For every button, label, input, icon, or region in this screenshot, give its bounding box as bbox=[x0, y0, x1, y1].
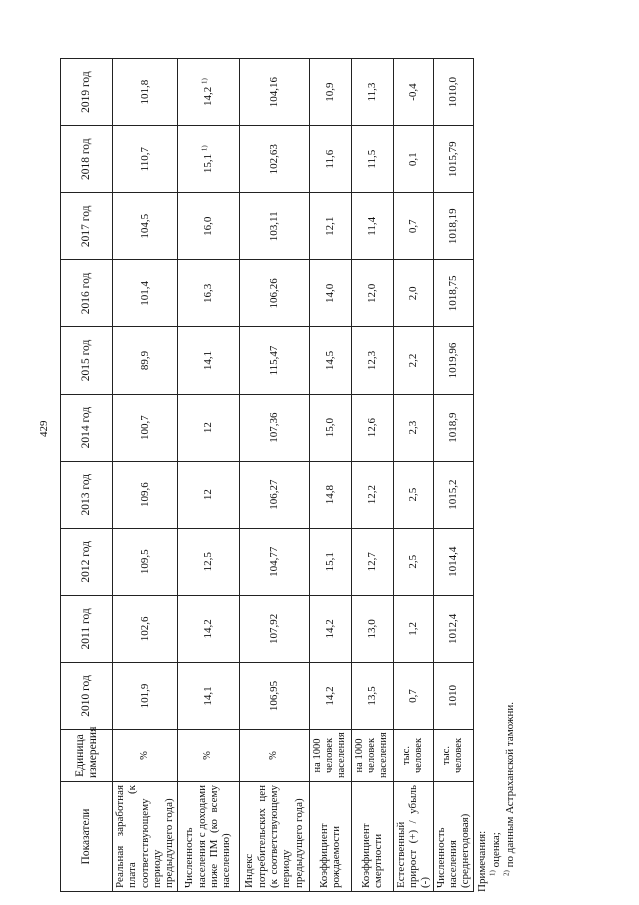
cell-value: 12,6 bbox=[365, 417, 378, 438]
cell-value: 12,5 bbox=[201, 552, 214, 572]
row-indicator: Реальная заработная плата (к соответствующему периоду предыдущего года) bbox=[113, 782, 178, 892]
value-cell bbox=[177, 528, 239, 595]
row-indicator: Коэффициент смертности bbox=[351, 782, 393, 892]
cell-value: 106,27 bbox=[267, 479, 280, 510]
value-cell bbox=[351, 193, 393, 260]
cell-value: 1012,4 bbox=[446, 613, 459, 644]
value-cell bbox=[433, 327, 473, 394]
value-cell bbox=[351, 59, 393, 126]
cell-value: 104,77 bbox=[267, 546, 280, 577]
value-cell bbox=[113, 59, 178, 126]
row-unit: на 1000 человек населения bbox=[351, 730, 393, 782]
value-cell bbox=[433, 193, 473, 260]
value-cell bbox=[177, 394, 239, 461]
cell-value: 0,1 bbox=[406, 152, 419, 167]
cell-value: 15,1 bbox=[323, 552, 336, 572]
value-cell bbox=[393, 260, 433, 327]
value-cell bbox=[351, 327, 393, 394]
cell-value: 2,0 bbox=[406, 286, 419, 301]
cell-value: 13,0 bbox=[365, 619, 378, 639]
header-year: 2017 год bbox=[61, 193, 113, 260]
row-indicator: Естественный прирост (+) / убыль (-) bbox=[393, 782, 433, 892]
value-cell bbox=[239, 595, 309, 662]
cell-value: 89,9 bbox=[138, 350, 151, 371]
cell-value: 0,7 bbox=[406, 689, 419, 703]
value-cell bbox=[309, 126, 351, 193]
value-cell bbox=[433, 662, 473, 729]
cell-value: 102,6 bbox=[138, 616, 151, 642]
value-cell bbox=[433, 394, 473, 461]
cell-value: 14,2 bbox=[323, 619, 336, 639]
value-cell bbox=[393, 595, 433, 662]
note-mark: 1) bbox=[488, 870, 497, 876]
cell-value: 109,6 bbox=[138, 482, 151, 508]
cell-value: 0,7 bbox=[406, 219, 419, 234]
cell-value: 101,8 bbox=[138, 79, 151, 105]
header-year: 2010 год bbox=[61, 662, 113, 729]
cell-value: 15,0 bbox=[323, 417, 336, 438]
value-cell bbox=[309, 595, 351, 662]
row-indicator: Коэффициент рождаемости bbox=[309, 782, 351, 892]
value-cell bbox=[309, 260, 351, 327]
header-year: 2019 год bbox=[61, 59, 113, 126]
header-indicator: Показатели bbox=[61, 782, 113, 892]
value-cell bbox=[309, 662, 351, 729]
row-unit: % bbox=[177, 730, 239, 782]
value-cell bbox=[113, 662, 178, 729]
cell-value: 1015,79 bbox=[446, 141, 459, 178]
cell-value: 14,2 bbox=[201, 86, 214, 106]
cell-value: 1,2 bbox=[406, 621, 419, 636]
cell-value: 16,0 bbox=[201, 216, 214, 236]
table-row bbox=[239, 59, 309, 892]
cell-value: 115,47 bbox=[267, 345, 280, 376]
value-cell bbox=[433, 461, 473, 528]
row-indicator: Численность населения (среднегодовая) bbox=[433, 782, 473, 892]
row-unit: на 1000 человек населения bbox=[309, 730, 351, 782]
table-row bbox=[113, 59, 178, 892]
statistics-table bbox=[60, 58, 474, 892]
cell-value: 1010,0 bbox=[446, 76, 459, 108]
cell-value: 11,5 bbox=[365, 149, 378, 169]
notes bbox=[476, 702, 517, 892]
value-cell bbox=[113, 595, 178, 662]
row-unit: тыс. человек bbox=[393, 730, 433, 782]
cell-value: 12,2 bbox=[365, 485, 378, 505]
footnote-mark: 1) bbox=[200, 78, 209, 84]
note-mark: 2) bbox=[501, 870, 510, 876]
cell-value: 14,2 bbox=[323, 686, 336, 706]
cell-value: 109,5 bbox=[138, 549, 151, 575]
value-cell bbox=[239, 260, 309, 327]
cell-value: 100,7 bbox=[138, 415, 151, 440]
value-cell bbox=[239, 327, 309, 394]
value-cell bbox=[177, 126, 239, 193]
cell-value: 106,95 bbox=[267, 680, 280, 712]
value-cell bbox=[351, 461, 393, 528]
table-body bbox=[113, 59, 474, 892]
value-cell bbox=[239, 662, 309, 729]
cell-value: 14,8 bbox=[323, 485, 336, 505]
table-row bbox=[309, 59, 351, 892]
cell-value: 104,16 bbox=[267, 76, 280, 108]
value-cell bbox=[433, 126, 473, 193]
value-cell bbox=[309, 528, 351, 595]
value-cell bbox=[113, 461, 178, 528]
value-cell bbox=[309, 394, 351, 461]
value-cell bbox=[393, 394, 433, 461]
value-cell bbox=[309, 59, 351, 126]
header-year: 2014 год bbox=[61, 394, 113, 461]
cell-value: 1018,9 bbox=[446, 412, 459, 443]
cell-value: 11,4 bbox=[365, 216, 378, 236]
value-cell bbox=[177, 327, 239, 394]
notes-title: Примечания: bbox=[476, 830, 488, 892]
value-cell bbox=[239, 461, 309, 528]
value-cell bbox=[309, 461, 351, 528]
header-year: 2013 год bbox=[61, 461, 113, 528]
value-cell bbox=[239, 528, 309, 595]
value-cell bbox=[351, 394, 393, 461]
cell-value: 10,9 bbox=[323, 82, 336, 102]
cell-value: 110,7 bbox=[138, 147, 151, 172]
cell-value: 12,0 bbox=[365, 283, 378, 304]
cell-value: 11,6 bbox=[323, 149, 336, 169]
value-cell bbox=[113, 260, 178, 327]
cell-value: 106,26 bbox=[267, 278, 280, 309]
cell-value: 107,36 bbox=[267, 412, 280, 443]
value-cell bbox=[433, 59, 473, 126]
value-cell bbox=[351, 528, 393, 595]
table-row bbox=[177, 59, 239, 892]
value-cell bbox=[393, 662, 433, 729]
value-cell bbox=[433, 595, 473, 662]
table-row bbox=[433, 59, 473, 892]
value-cell bbox=[393, 528, 433, 595]
value-cell bbox=[393, 126, 433, 193]
table-header-row bbox=[61, 59, 113, 892]
cell-value: 14,0 bbox=[323, 283, 336, 304]
note-text: по данным Астраханской таможни. bbox=[503, 701, 516, 871]
value-cell bbox=[113, 528, 178, 595]
value-cell bbox=[393, 193, 433, 260]
value-cell bbox=[393, 461, 433, 528]
cell-value: 11,3 bbox=[365, 82, 378, 102]
value-cell bbox=[177, 260, 239, 327]
row-unit: % bbox=[239, 730, 309, 782]
value-cell bbox=[177, 59, 239, 126]
cell-value: 1015,2 bbox=[446, 479, 459, 510]
header-year: 2011 год bbox=[61, 595, 113, 662]
value-cell bbox=[309, 327, 351, 394]
cell-value: 14,1 bbox=[201, 350, 214, 371]
cell-value: 1019,96 bbox=[446, 342, 459, 379]
value-cell bbox=[393, 59, 433, 126]
cell-value: 13,5 bbox=[365, 686, 378, 706]
value-cell bbox=[239, 394, 309, 461]
table-row bbox=[351, 59, 393, 892]
cell-value: 102,63 bbox=[267, 144, 280, 175]
cell-value: 1014,4 bbox=[446, 546, 459, 577]
value-cell bbox=[309, 193, 351, 260]
note-text: оценка; bbox=[489, 832, 502, 871]
rotated-page-content bbox=[60, 58, 516, 892]
value-cell bbox=[113, 327, 178, 394]
cell-value: 2,3 bbox=[406, 420, 419, 435]
cell-value: 2,5 bbox=[406, 487, 419, 502]
footnote-mark: 1) bbox=[200, 145, 209, 152]
header-unit: Единица измерения bbox=[61, 730, 113, 782]
cell-value: 16,3 bbox=[201, 283, 214, 304]
value-cell bbox=[177, 662, 239, 729]
cell-value: 14,1 bbox=[201, 686, 214, 706]
cell-value: -0,4 bbox=[406, 83, 419, 101]
value-cell bbox=[239, 126, 309, 193]
value-cell bbox=[177, 595, 239, 662]
cell-value: 2,2 bbox=[406, 353, 419, 368]
cell-value: 12,3 bbox=[365, 350, 378, 371]
cell-value: 12 bbox=[201, 489, 214, 501]
table-row bbox=[393, 59, 433, 892]
cell-value: 2,5 bbox=[406, 554, 419, 569]
cell-value: 104,5 bbox=[138, 213, 151, 239]
note-item bbox=[490, 702, 504, 892]
header-year: 2016 год bbox=[61, 260, 113, 327]
value-cell bbox=[433, 260, 473, 327]
cell-value: 1018,19 bbox=[446, 208, 459, 245]
cell-value: 103,11 bbox=[267, 211, 280, 242]
row-indicator: Индекс потребительских цен (к соответствующему периоду предыдущего года) bbox=[239, 782, 309, 892]
cell-value: 101,4 bbox=[138, 281, 151, 306]
cell-value: 12,1 bbox=[323, 216, 336, 236]
page-number: 429 bbox=[38, 420, 50, 437]
cell-value: 12 bbox=[201, 422, 214, 434]
value-cell bbox=[393, 327, 433, 394]
header-year: 2012 год bbox=[61, 528, 113, 595]
value-cell bbox=[351, 595, 393, 662]
value-cell bbox=[351, 662, 393, 729]
header-year: 2018 год bbox=[61, 126, 113, 193]
value-cell bbox=[351, 126, 393, 193]
row-unit: тыс. человек bbox=[433, 730, 473, 782]
value-cell bbox=[113, 193, 178, 260]
cell-value: 101,9 bbox=[138, 683, 151, 709]
value-cell bbox=[239, 59, 309, 126]
header-year: 2015 год bbox=[61, 327, 113, 394]
cell-value: 1010 bbox=[446, 684, 459, 707]
row-unit: % bbox=[113, 730, 178, 782]
value-cell bbox=[177, 461, 239, 528]
value-cell bbox=[177, 193, 239, 260]
cell-value: 12,7 bbox=[365, 552, 378, 572]
value-cell bbox=[113, 126, 178, 193]
value-cell bbox=[239, 193, 309, 260]
cell-value: 14,2 bbox=[201, 619, 214, 639]
row-indicator: Численность населения с доходами ниже ПМ (ко всему населению) bbox=[177, 782, 239, 892]
value-cell bbox=[113, 394, 178, 461]
value-cell bbox=[351, 260, 393, 327]
cell-value: 1018,75 bbox=[446, 275, 459, 312]
cell-value: 107,92 bbox=[267, 613, 280, 644]
note-item bbox=[501, 701, 518, 892]
value-cell bbox=[433, 528, 473, 595]
cell-value: 15,1 bbox=[201, 153, 214, 174]
cell-value: 14,5 bbox=[323, 350, 336, 371]
